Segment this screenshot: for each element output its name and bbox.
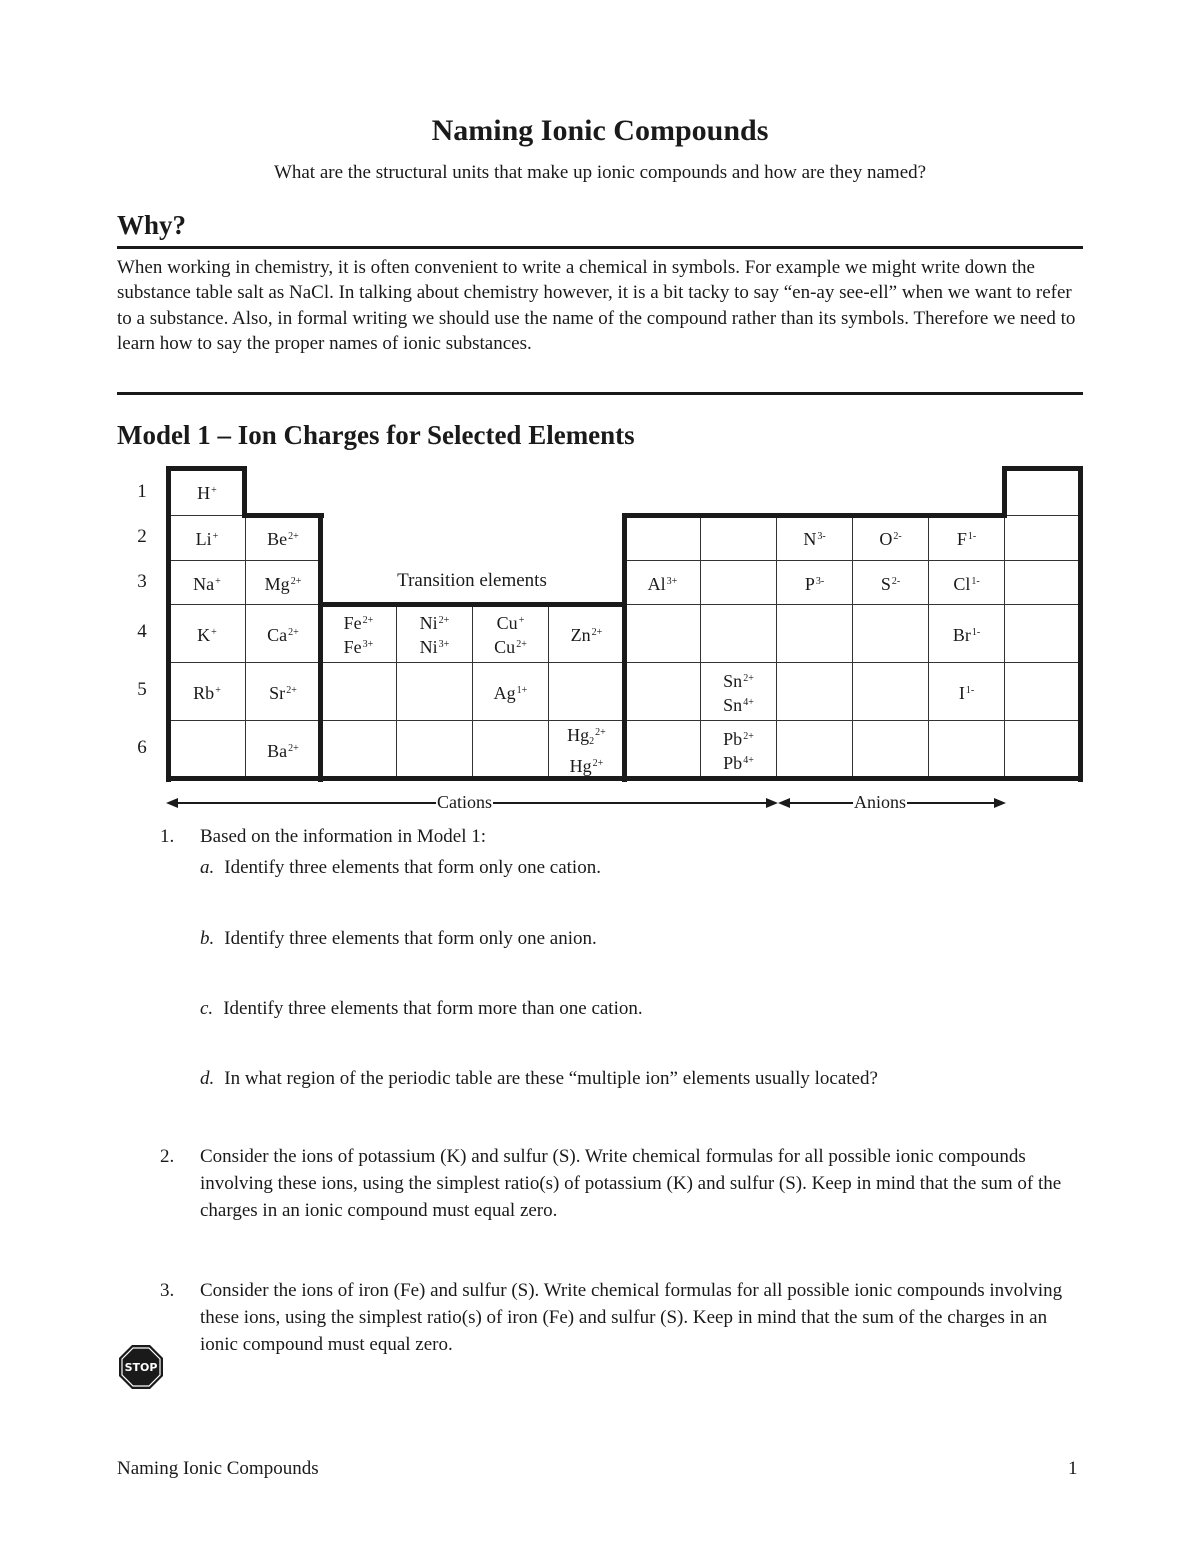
empty-element-cell (624, 720, 701, 779)
ion-charge: 4+ (743, 696, 754, 708)
table-border (318, 602, 323, 782)
ion-charge: 4+ (743, 754, 754, 766)
ion-symbol: $Ag^{1+}$ (493, 682, 528, 703)
stop-label: STOP (124, 1361, 158, 1374)
ion-symbol: $I^{1-}$ (958, 682, 975, 703)
ion-symbol: $Hg^{2+}$ (569, 756, 604, 776)
period-number: 2 (137, 526, 147, 547)
question-number: 1. (160, 826, 175, 847)
table-border (318, 602, 626, 607)
sub-text: Identify three elements that form only one anion. (224, 928, 597, 949)
ion-symbol: $Ni^{2+}$ (419, 612, 450, 633)
ion-charge: 1+ (516, 684, 528, 696)
model-heading: Model 1 – Ion Charges for Selected Elements (117, 420, 635, 450)
ion-symbol: $Br^{1-}$ (952, 624, 981, 645)
ion-symbol: $Ba^{2+}$ (267, 740, 299, 761)
empty-element-cell (700, 604, 777, 663)
footer-title: Naming Ionic Compounds (117, 1458, 319, 1479)
ion-charge: 2+ (595, 727, 606, 738)
ion-charge: 3+ (362, 638, 374, 650)
element-cell-hg (548, 720, 625, 779)
anions-label: Anions (854, 792, 907, 812)
table-border (166, 466, 171, 782)
ion-symbol: Li+ (195, 529, 219, 549)
empty-element-cell (852, 604, 929, 663)
element-cell-mg (245, 560, 321, 605)
empty-element-cell (1004, 662, 1081, 721)
page-subtitle: What are the structural units that make up ionic compounds and how are they named? (273, 162, 927, 183)
element-cell-al (624, 560, 701, 605)
question-1b (200, 928, 597, 950)
element-cell-s (852, 560, 929, 605)
ion-symbol: $Fe^{3+}$ (343, 636, 374, 657)
ion-symbol: $S^{2-}$ (880, 573, 901, 594)
ion-symbol: $Al^{3+}$ (647, 573, 678, 594)
ion-symbol: $Pb^{4+}$ (723, 752, 754, 773)
empty-element-cell (852, 720, 929, 779)
ion-symbol: $O^{2-}$ (879, 529, 902, 549)
period-number: 3 (137, 571, 147, 592)
element-cell-f (928, 515, 1005, 561)
element-cell-h (168, 468, 246, 516)
sub-text: In what region of the periodic table are these “multiple ion” elements usually located? (224, 1068, 878, 1089)
ion-symbol: $Ca^{2+}$ (267, 624, 299, 645)
empty-element-cell (776, 604, 853, 663)
empty-element-cell (624, 662, 701, 721)
ion-charge: 1- (965, 684, 975, 696)
divider (117, 246, 1083, 249)
empty-element-cell (1004, 468, 1081, 516)
empty-element-cell (1004, 720, 1081, 779)
question-3 (160, 1277, 1080, 1358)
ion-symbol: $N^{3-}$ (803, 529, 826, 549)
empty-element-cell (624, 515, 701, 561)
ion-charge: + (211, 485, 217, 496)
empty-element-cell (700, 515, 777, 561)
ion-charge: 3- (817, 531, 826, 542)
ion-charge: 2+ (516, 638, 527, 650)
question-1a (200, 857, 601, 879)
ion-symbol: K+ (197, 624, 217, 645)
ion-symbol: Cu+ (496, 612, 525, 633)
element-cell-ag (472, 662, 549, 721)
empty-element-cell (928, 720, 1005, 779)
ion-symbol: $Cl^{1-}$ (953, 573, 980, 594)
ion-charge: 1- (967, 531, 977, 542)
table-border (1002, 466, 1082, 471)
element-cell-be (245, 515, 321, 561)
table-border (1078, 466, 1083, 782)
empty-element-cell (320, 720, 397, 779)
period-number: 5 (137, 679, 147, 700)
empty-element-cell (852, 662, 929, 721)
table-border (242, 513, 324, 518)
ion-charge: 1- (971, 626, 981, 638)
empty-element-cell (396, 662, 473, 721)
table-border (242, 466, 247, 518)
ion-charge: + (518, 614, 525, 626)
empty-element-cell (396, 720, 473, 779)
ion-charge: 2+ (592, 758, 604, 769)
question-number: 3. (160, 1280, 175, 1301)
page-number: 1 (1068, 1458, 1078, 1479)
ion-charge: + (212, 531, 219, 542)
transition-elements-label: Transition elements (397, 570, 547, 591)
element-cell-ca (245, 604, 321, 663)
element-cell-pb (700, 720, 777, 779)
question-2 (160, 1143, 1080, 1224)
element-cell-br (928, 604, 1005, 663)
ion-symbol: $Ni^{3+}$ (419, 636, 450, 657)
question-1d (200, 1068, 878, 1090)
ion-symbol: $Mg^{2+}$ (264, 573, 302, 594)
element-cell-cl (928, 560, 1005, 605)
element-cell-rb (168, 662, 246, 721)
ion-charge: 2+ (743, 730, 754, 742)
why-paragraph: When working in chemistry, it is often convenient to write a chemical in symbols. For example we might write down the substance table salt as NaCl. In talking about chemistry however, it is a bit tacky to say “en-ay see-ell” when we want to refer to a substance. Also, in formal writing we should use the name of the compound rather than its symbols. Therefore we need to learn how to say the proper names of ionic substances. (117, 257, 1076, 354)
ion-charge: 2+ (288, 742, 299, 754)
ion-symbol: $Sr^{2+}$ (269, 682, 297, 703)
sub-letter: a. (200, 857, 215, 878)
ion-symbol: H+ (197, 483, 217, 503)
ion-symbol: Rb+ (193, 682, 221, 703)
question-text: Consider the ions of potassium (K) and sulfur (S). Write chemical formulas for all possible ionic compounds involving these ions, using the simplest ratio(s) of potassium (K) and sulfur (S). Keep in mind that the sum of the charges in an ionic compound must equal zero. (200, 1146, 1062, 1221)
ion-charge: 2+ (591, 626, 603, 638)
ion-charge: 2+ (286, 684, 297, 696)
ion-charge: 2+ (288, 626, 299, 638)
element-cell-ba (245, 720, 321, 779)
ion-symbol: $Sn^{2+}$ (723, 670, 754, 691)
element-cell-ni (396, 604, 473, 663)
element-cell-na (168, 560, 246, 605)
ion-symbol: $Zn^{2+}$ (570, 624, 603, 645)
ion-charge: 3+ (666, 575, 678, 587)
ion-charge: 2+ (290, 575, 302, 587)
element-cell-n (776, 515, 853, 561)
element-cell-sr (245, 662, 321, 721)
sub-text: Identify three elements that form more than one cation. (223, 998, 643, 1019)
question-text: Consider the ions of iron (Fe) and sulfur (S). Write chemical formulas for all possible ionic compounds involving these ions, using the simplest ratio(s) of iron (Fe) and sulfur (S). Keep in mind that the sum of the charges in an ionic compound must equal zero. (200, 1280, 1063, 1355)
page-title: Naming Ionic Compounds (431, 114, 769, 147)
ion-charge: 2- (891, 575, 901, 587)
empty-element-cell (1004, 515, 1081, 561)
ion-symbol: Na+ (193, 573, 221, 594)
sub-letter: d. (200, 1068, 215, 1089)
sub-letter: b. (200, 928, 215, 949)
element-cell-i (928, 662, 1005, 721)
ion-charge: 2+ (362, 614, 374, 626)
ion-charge: 2+ (438, 614, 450, 626)
question-number: 2. (160, 1146, 175, 1167)
ion-charge: + (215, 575, 221, 587)
divider (117, 392, 1083, 395)
element-cell-p (776, 560, 853, 605)
period-number: 6 (137, 737, 147, 758)
element-cell-cu (472, 604, 549, 663)
ion-charge: + (211, 626, 217, 638)
table-border (622, 513, 1006, 518)
why-heading: Why? (117, 210, 187, 240)
element-cell-li (168, 515, 246, 561)
table-border (166, 776, 1083, 781)
empty-element-cell (1004, 560, 1081, 605)
ion-symbol: $Cu^{2+}$ (494, 636, 527, 657)
sub-text: Identify three elements that form only one cation. (224, 857, 601, 878)
ion-symbol: $Pb^{2+}$ (723, 728, 754, 749)
period-number: 4 (137, 621, 147, 642)
empty-element-cell (1004, 604, 1081, 663)
empty-element-cell (700, 560, 777, 605)
table-border (318, 513, 323, 606)
ion-charge: 2+ (288, 531, 299, 542)
empty-element-cell (168, 720, 246, 779)
question-text: Based on the information in Model 1: (200, 826, 487, 847)
element-cell-fe (320, 604, 397, 663)
ion-charge: 2- (893, 531, 902, 542)
table-border (622, 513, 627, 782)
ion-symbol: $F^{1-}$ (956, 529, 977, 549)
empty-element-cell (320, 662, 397, 721)
cations-label: Cations (437, 792, 493, 812)
element-cell-zn (548, 604, 625, 663)
ion-charge: 2+ (743, 672, 754, 684)
empty-element-cell (776, 720, 853, 779)
ion-charge: 3- (815, 575, 825, 587)
ion-symbol: $Hg_2^{2+}$ (567, 725, 606, 747)
question-1 (160, 823, 1080, 850)
empty-element-cell (472, 720, 549, 779)
ion-charge: 3+ (438, 638, 450, 650)
table-border (1002, 466, 1007, 518)
ion-symbol: $Fe^{2+}$ (343, 612, 374, 633)
ion-symbol: $Sn^{4+}$ (723, 694, 754, 715)
table-border (166, 466, 246, 471)
empty-element-cell (624, 604, 701, 663)
sub-letter: c. (200, 998, 214, 1019)
empty-element-cell (776, 662, 853, 721)
ion-charge: 1- (971, 575, 980, 587)
stop-sign-icon (118, 1344, 164, 1390)
ion-charge: + (215, 684, 221, 696)
question-1c (200, 998, 643, 1020)
element-cell-k (168, 604, 246, 663)
ion-symbol: $P^{3-}$ (804, 573, 825, 594)
empty-element-cell (548, 662, 625, 721)
period-number: 1 (137, 481, 147, 502)
ion-symbol: $Be^{2+}$ (267, 529, 299, 549)
element-cell-o (852, 515, 929, 561)
element-cell-sn (700, 662, 777, 721)
